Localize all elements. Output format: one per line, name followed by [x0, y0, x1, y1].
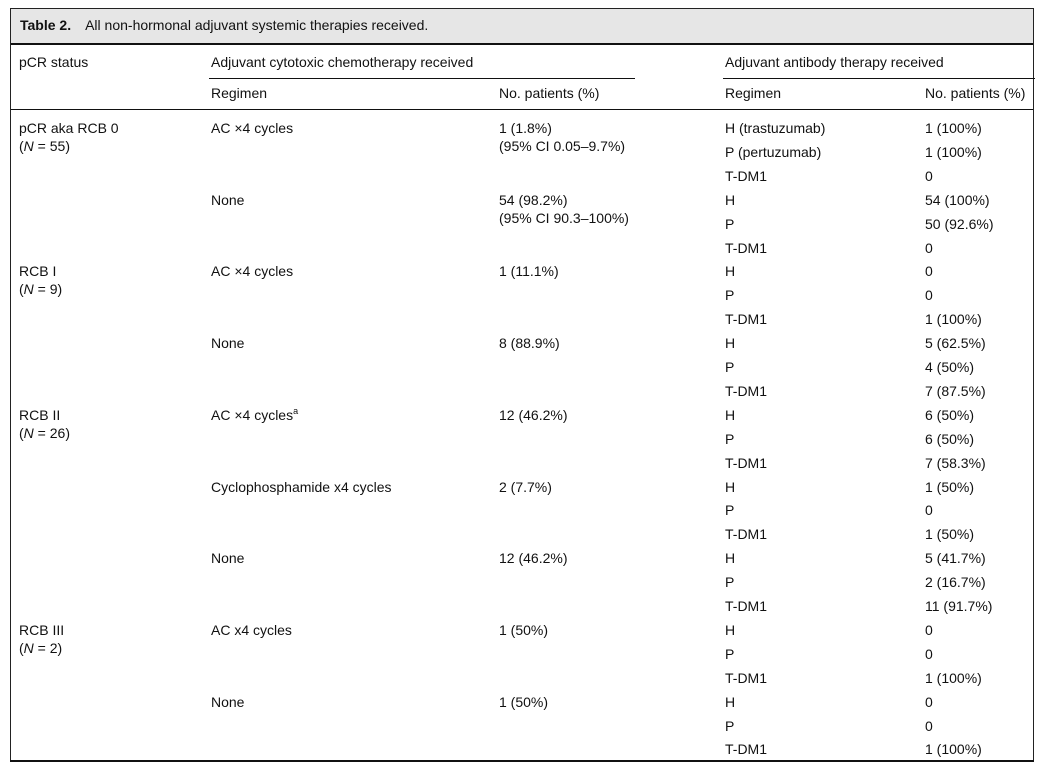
- antibody-patients: 5 (41.7%): [925, 550, 986, 567]
- antibody-regimen: P (pertuzumab): [725, 143, 822, 160]
- antibody-regimen: P: [725, 215, 735, 232]
- antibody-patients: 7 (58.3%): [925, 454, 986, 471]
- antibody-patients: 1 (100%): [925, 311, 982, 328]
- chemo-patients: (95% CI 90.3–100%): [499, 209, 629, 226]
- antibody-patients: 0: [925, 621, 933, 638]
- chemo-group-rule: [209, 78, 635, 79]
- antibody-regimen: T-DM1: [725, 239, 767, 256]
- chemo-patients: 1 (50%): [499, 693, 549, 710]
- antibody-patients: 6 (50%): [925, 430, 975, 447]
- chemo-regimen-text: AC ×4 cycles: [211, 263, 294, 280]
- antibody-regimen: T-DM1: [725, 598, 767, 614]
- antibody-regimen: P: [725, 645, 735, 662]
- antibody-patients: 1 (100%): [925, 741, 982, 758]
- antibody-patients: 50 (92.6%): [925, 215, 994, 232]
- antibody-regimen: T-DM1: [725, 167, 767, 184]
- header-antibody-group: Adjuvant antibody therapy received: [725, 54, 944, 70]
- header-chemo-group: Adjuvant cytotoxic chemotherapy received: [211, 54, 474, 70]
- antibody-regimen: T-DM1: [725, 311, 767, 328]
- antibody-patients: 0: [925, 287, 933, 304]
- antibody-patients: 1 (50%): [925, 478, 975, 495]
- status-label: pCR aka RCB 0: [19, 120, 119, 136]
- chemo-regimen-text: None: [211, 693, 245, 710]
- status-n: [19, 424, 70, 442]
- antibody-patients: 6 (50%): [925, 406, 975, 423]
- chemo-regimen-text: AC ×4 cycles: [211, 120, 294, 136]
- chemo-regimen-text: Cyclophosphamide x4 cycles: [211, 478, 392, 495]
- antibody-regimen: T-DM1: [725, 382, 767, 399]
- antibody-patients: 5 (62.5%): [925, 335, 986, 352]
- header-chemo-regimen: Regimen: [211, 85, 268, 101]
- antibody-regimen: H: [725, 693, 736, 710]
- chemo-regimen: [211, 334, 244, 352]
- chemo-regimen-text: None: [211, 335, 245, 352]
- chemo-regimen: [211, 119, 293, 137]
- status-n: [19, 639, 62, 657]
- antibody-patients: 0: [925, 645, 933, 662]
- footnote-marker: a: [293, 405, 299, 416]
- antibody-patients: 1 (100%): [925, 669, 982, 686]
- antibody-regimen: T-DM1: [725, 741, 767, 758]
- antibody-regimen: H: [725, 621, 736, 638]
- antibody-regimen: T-DM1: [725, 454, 767, 471]
- status-n-value: = 9): [33, 281, 63, 298]
- status-label: RCB I: [19, 263, 57, 280]
- antibody-regimen: P: [725, 287, 735, 304]
- status-n-open: (: [19, 424, 24, 441]
- antibody-patients: 0: [925, 693, 933, 710]
- chemo-regimen: [211, 262, 293, 280]
- antibody-patients: 1 (100%): [925, 120, 982, 136]
- antibody-patients: 11 (91.7%): [925, 598, 993, 614]
- antibody-regimen: H: [725, 550, 736, 567]
- chemo-patients: 1 (11.1%): [499, 263, 559, 280]
- status-n-open: (: [19, 639, 24, 656]
- header-ab-patients: No. patients (%): [925, 85, 1026, 101]
- status-n-value: = 55): [33, 138, 70, 154]
- antibody-patients: 4 (50%): [925, 359, 975, 375]
- antibody-regimen: H: [725, 191, 736, 208]
- chemo-regimen-text: None: [211, 191, 245, 208]
- status-n-open: (: [19, 281, 24, 298]
- chemo-regimen: [211, 406, 298, 424]
- antibody-regimen: H: [725, 263, 736, 280]
- chemo-patients: (95% CI 0.05–9.7%): [499, 138, 626, 154]
- header-bottom-rule: [11, 109, 1033, 110]
- status-n: [19, 280, 62, 298]
- header-chemo-patients: No. patients (%): [499, 85, 600, 101]
- chemo-patients: 8 (88.9%): [499, 335, 560, 352]
- chemo-patients: 12 (46.2%): [499, 406, 568, 423]
- chemo-regimen: [211, 693, 244, 711]
- status-label: RCB II: [19, 406, 61, 423]
- status-n-var: N: [23, 639, 34, 656]
- status-n-open: (: [19, 138, 24, 154]
- antibody-regimen: P: [725, 717, 735, 734]
- top-rule: [11, 43, 1033, 45]
- status-n-var: N: [23, 138, 34, 154]
- chemo-patients: 2 (7.7%): [499, 478, 552, 495]
- antibody-regimen: T-DM1: [725, 669, 767, 686]
- antibody-patients: 1 (100%): [925, 143, 982, 160]
- status-n-value: = 2): [33, 639, 63, 656]
- bottom-rule: [10, 760, 1034, 762]
- antibody-regimen: H: [725, 478, 736, 495]
- status-n-var: N: [23, 281, 34, 298]
- antibody-regimen: P: [725, 574, 735, 591]
- antibody-patients: 7 (87.5%): [925, 382, 986, 399]
- chemo-regimen-text: AC x4 cycles: [211, 621, 292, 638]
- header-pcr-status: pCR status: [19, 54, 89, 70]
- chemo-regimen-text: AC ×4 cycles: [211, 406, 294, 423]
- table-caption-label: Table 2.: [20, 17, 72, 33]
- chemo-regimen: [211, 621, 292, 639]
- antibody-regimen: T-DM1: [725, 526, 767, 543]
- antibody-regimen: P: [725, 430, 735, 447]
- antibody-patients: 0: [925, 717, 933, 734]
- antibody-regimen: H: [725, 406, 736, 423]
- chemo-patients: 12 (46.2%): [499, 550, 568, 567]
- status-label: RCB III: [19, 621, 65, 638]
- antibody-group-rule: [723, 78, 1035, 79]
- chemo-patients: 54 (98.2%): [499, 191, 568, 208]
- antibody-regimen: P: [725, 359, 735, 375]
- table-caption: [20, 17, 428, 33]
- chemo-regimen-text: None: [211, 550, 245, 567]
- status-n-value: = 26): [33, 424, 70, 441]
- antibody-patients: 0: [925, 263, 933, 280]
- chemo-regimen: [211, 549, 244, 567]
- header-ab-regimen: Regimen: [725, 85, 782, 101]
- chemo-regimen: [211, 478, 392, 496]
- antibody-patients: 54 (100%): [925, 191, 990, 208]
- antibody-regimen: H: [725, 335, 736, 352]
- antibody-patients: 1 (50%): [925, 526, 975, 543]
- table-frame: [10, 8, 1034, 761]
- antibody-patients: 0: [925, 239, 933, 256]
- table-caption-text: All non-hormonal adjuvant systemic therapies received.: [85, 17, 429, 33]
- antibody-regimen: P: [725, 502, 735, 519]
- antibody-patients: 0: [925, 167, 933, 184]
- chemo-patients: 1 (50%): [499, 621, 549, 638]
- antibody-regimen: H (trastuzumab): [725, 120, 826, 136]
- antibody-patients: 2 (16.7%): [925, 574, 986, 591]
- status-n-var: N: [23, 424, 34, 441]
- antibody-patients: 0: [925, 502, 933, 519]
- chemo-regimen: [211, 191, 244, 209]
- status-n: [19, 137, 70, 155]
- table-caption-bar: [11, 9, 1033, 43]
- chemo-patients: 1 (1.8%): [499, 120, 552, 136]
